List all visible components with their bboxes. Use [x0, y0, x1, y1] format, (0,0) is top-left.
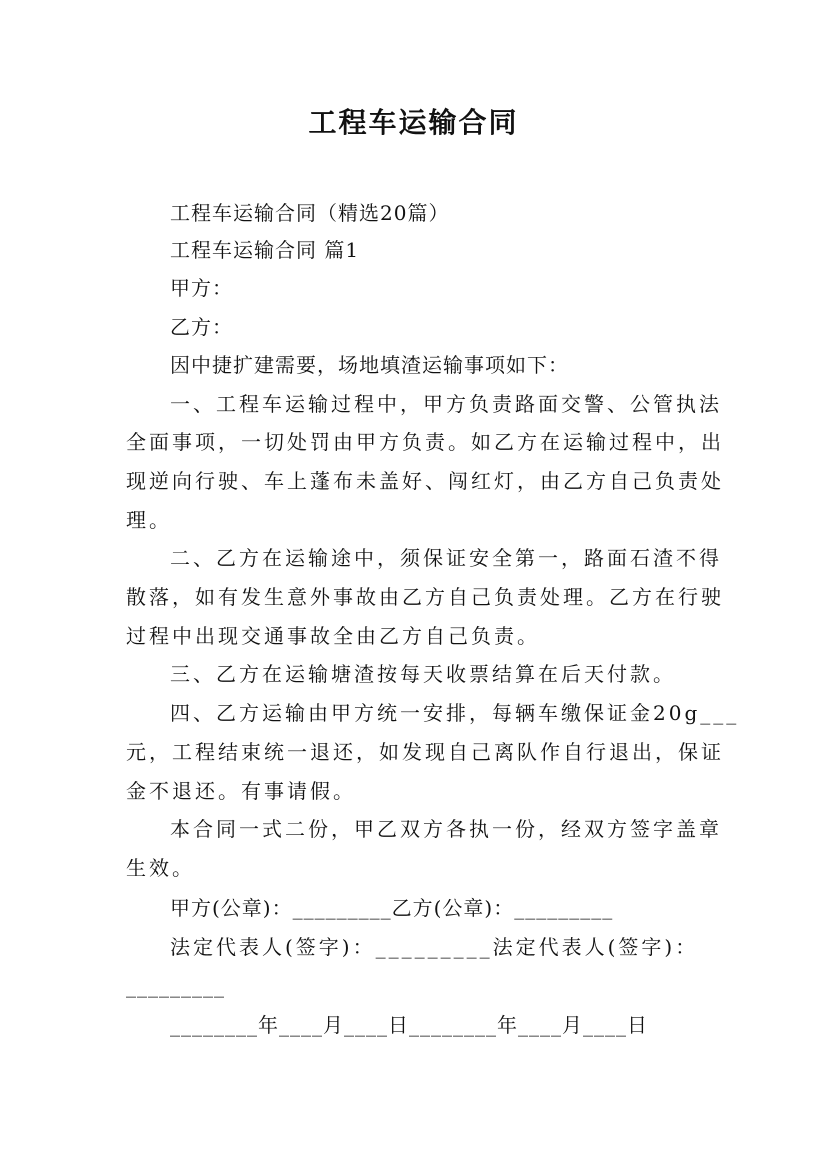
clause-1-line-4: 理。 [126, 508, 172, 532]
document-subtitle: 工程车运输合同（精选20篇） [170, 201, 450, 225]
clause-3-line-1: 三、乙方在运输塘渣按每天收票结算在后天付款。 [170, 662, 676, 686]
party-b-label: 乙方： [170, 315, 233, 339]
representative-line-1: 法定代表人(签字)：_________法定代表人(签字)： [170, 935, 699, 959]
clause-1-line-2: 全面事项，一切处罚由甲方负责。如乙方在运输过程中，出 [126, 430, 724, 454]
section-heading: 工程车运输合同 篇1 [170, 238, 360, 262]
clause-1-line-1: 一、工程车运输过程中，甲方负责路面交警、公管执法 [170, 392, 722, 416]
party-a-label: 甲方： [170, 276, 233, 300]
document-title: 工程车运输合同 [308, 106, 519, 139]
clause-2-line-3: 过程中出现交通事故全由乙方自己负责。 [126, 624, 540, 648]
clause-5-line-1: 本合同一式二份，甲乙双方各执一份，经双方签字盖章 [170, 817, 722, 841]
clause-2-line-1: 二、乙方在运输途中，须保证安全第一，路面石渣不得 [170, 546, 722, 570]
clause-2-line-2: 散落，如有发生意外事故由乙方自己负责处理。乙方在行驶 [126, 585, 724, 609]
intro-text: 因中捷扩建需要，场地填渣运输事项如下： [170, 353, 569, 377]
clause-1-line-3: 现逆向行驶、车上蓬布未盖好、闯红灯，由乙方自己负责处 [126, 469, 724, 493]
date-line: ________年____月____日________年____月____日 [170, 1013, 648, 1037]
representative-line-2: _________ [126, 974, 225, 998]
clause-5-line-2: 生效。 [126, 856, 195, 880]
clause-4-line-1: 四、乙方运输由甲方统一安排，每辆车缴保证金20g___ [170, 701, 740, 725]
clause-4-line-3: 金不退还。有事请假。 [126, 779, 356, 803]
seal-line: 甲方(公章)：_________乙方(公章)：_________ [170, 896, 614, 920]
clause-4-line-2: 元，工程结束统一退还，如发现自己离队作自行退出，保证 [126, 740, 724, 764]
